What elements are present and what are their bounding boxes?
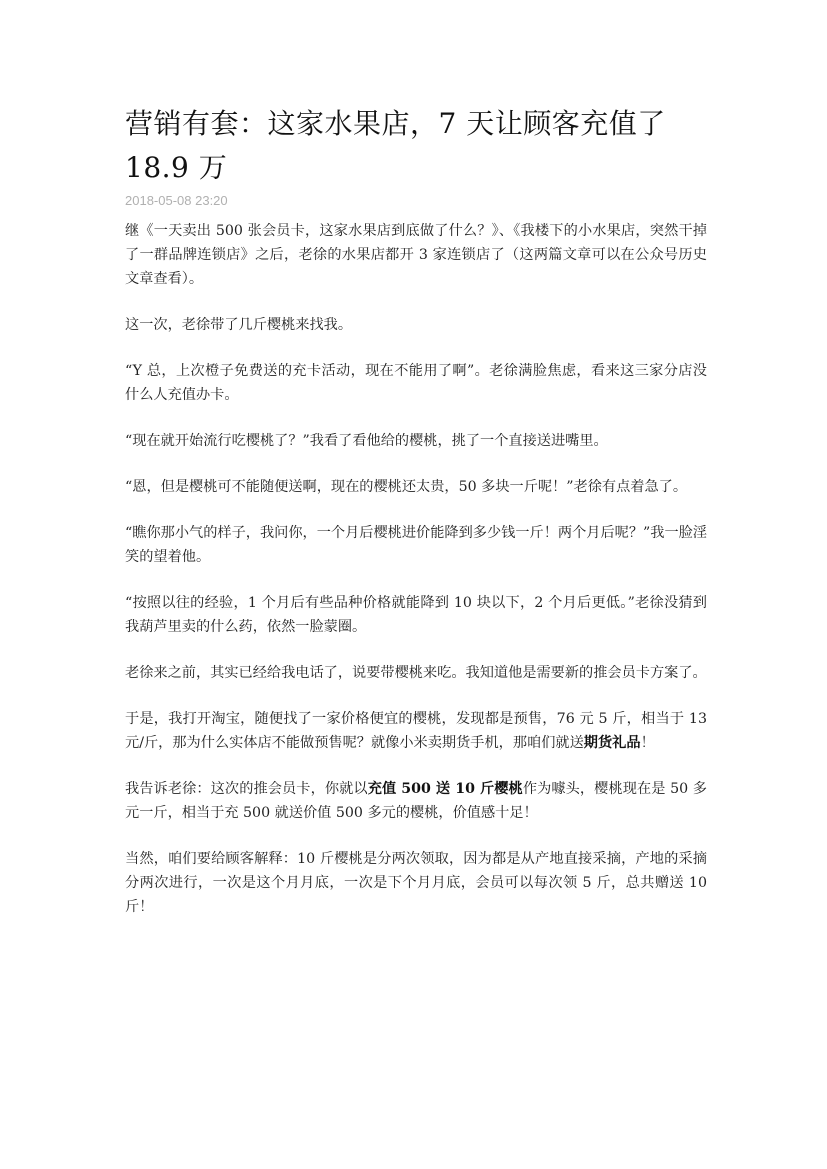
paragraph: 当然，咱们要给顾客解释：10 斤樱桃是分两次领取，因为都是从产地直接采摘，产地的采摘分两次进行，一次是这个月月底，一次是下个月月底，会员可以每次领 5 斤，总共赠送 10 斤！ [125,851,707,915]
paragraph-text: ！ [640,735,655,751]
publish-date: 2018-05-08 23:20 [125,193,228,208]
highlight-futures-gift: 期货礼品 [583,735,641,751]
paragraph-futures-gift [125,707,707,755]
highlight-recharge-offer: 充值 500 送 10 斤樱桃 [367,781,523,797]
paragraph-recharge-offer [125,777,707,825]
paragraph: “恩，但是樱桃可不能随便送啊，现在的樱桃还太贵，50 多块一斤呢！”老徐有点着急了。 [125,479,688,495]
article-title: 营销有套：这家水果店，7 天让顾客充值了 18.9 万 [125,107,666,184]
paragraph-text: 我告诉老徐：这次的推会员卡，你就以 [125,781,368,797]
paragraph: “按照以往的经验，1 个月后有些品种价格就能降到 10 块以下，2 个月后更低。”老徐没猜到我葫芦里卖的什么药，依然一脸蒙圈。 [125,595,707,635]
paragraph: “Y 总，上次橙子免费送的充卡活动，现在不能用了啊”。老徐满脸焦虑，看来这三家分店没什么人充值办卡。 [125,363,707,403]
paragraph-text: 作为噱头，樱桃现在是 50 多元一斤，相当于充 500 就送价值 500 多元的樱桃，价值感十足！ [125,781,707,821]
paragraph: 老徐来之前，其实已经给我电话了，说要带樱桃来吃。我知道他是需要新的推会员卡方案了。 [125,665,707,681]
paragraph: “瞧你那小气的样子，我问你，一个月后樱桃进价能降到多少钱一斤！两个月后呢？”我一脸淫笑的望着他。 [125,525,708,565]
paragraph-intro: 继《一天卖出 500 张会员卡，这家水果店到底做了什么？》、《我楼下的小水果店，突然干掉了一群品牌连锁店》之后，老徐的水果店都开 3 家连锁店了（这两篇文章可以在公众号历史文章查看）。 [125,223,707,287]
paragraph-text: 于是，我打开淘宝，随便找了一家价格便宜的樱桃，发现都是预售，76 元 5 斤，相当于 13 元/斤，那为什么实体店不能做预售呢？就像小米卖期货手机，那咱们就送 [125,711,707,751]
paragraph: 这一次，老徐带了几斤樱桃来找我。 [125,317,353,333]
paragraph: “现在就开始流行吃樱桃了？”我看了看他给的樱桃，挑了一个直接送进嘴里。 [125,433,608,449]
article [125,102,707,919]
